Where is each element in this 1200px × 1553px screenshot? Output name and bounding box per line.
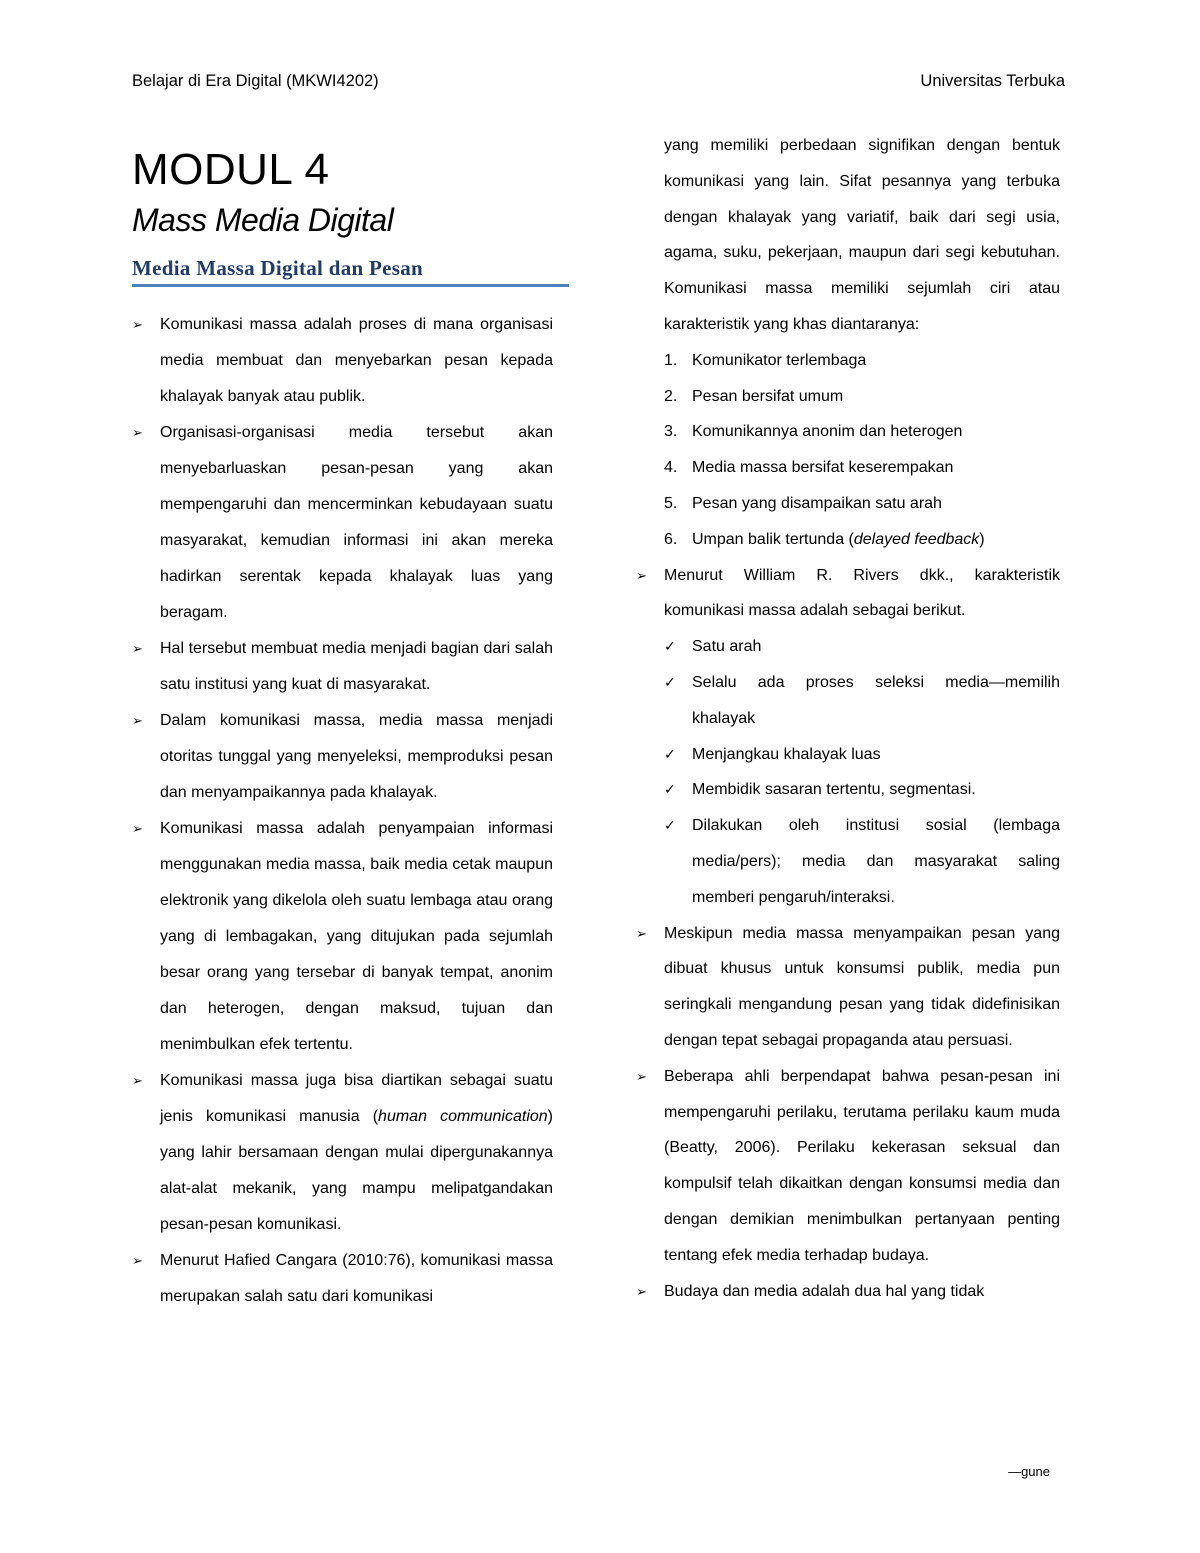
header-course-title: Belajar di Era Digital (MKWI4202) — [132, 72, 379, 90]
list-item — [636, 1274, 1060, 1310]
check-item — [664, 629, 1060, 665]
module-subtitle: Mass Media Digital — [132, 202, 394, 238]
list-item — [132, 703, 569, 811]
item-number: 4. — [664, 459, 678, 477]
list-item — [636, 916, 1060, 1059]
checkmark-icon: ✓ — [664, 673, 676, 690]
check-text: Membidik sasaran tertentu, segmentasi. — [692, 781, 976, 799]
checkmark-icon: ✓ — [664, 745, 676, 762]
arrow-bullet-icon: ➢ — [132, 713, 143, 728]
numbered-item — [664, 414, 1060, 450]
check-text: Satu arah — [692, 638, 762, 656]
section-heading: Media Massa Digital dan Pesan — [132, 256, 569, 287]
module-title: MODUL 4 — [132, 145, 330, 194]
check-text: Menjangkau khalayak luas — [692, 745, 881, 763]
item-text: Komunikator terlembaga — [692, 351, 867, 369]
item-text-close: ) — [979, 530, 985, 548]
numbered-item — [664, 522, 1060, 558]
item-text: Komunikannya anonim dan heterogen — [692, 423, 963, 441]
bullet-text: Beberapa ahli berpendapat bahwa pesan-pesan ini mempengaruhi perilaku, terutama perilaku kaum muda (Beatty, 2006). Perilaku kekerasan seksual dan kompulsif telah dikaitkan dengan konsumsi media dan dengan demikian menimbulkan pertanyaan penting tentang efek media terhadap budaya. — [664, 1067, 1060, 1264]
check-item — [664, 808, 1060, 915]
list-item — [636, 558, 1060, 916]
bullet-text: Menurut William R. Rivers dkk., karakteristik komunikasi massa adalah sebagai berikut. — [664, 566, 1060, 620]
item-number: 5. — [664, 494, 678, 512]
checkmark-icon: ✓ — [664, 817, 676, 834]
arrow-bullet-icon: ➢ — [132, 317, 143, 332]
checkmark-icon: ✓ — [664, 638, 676, 655]
header-university: Universitas Terbuka — [920, 72, 1065, 90]
item-number: 1. — [664, 351, 678, 369]
bullet-text: Budaya dan media adalah dua hal yang tidak — [664, 1282, 985, 1300]
checkmark-icon: ✓ — [664, 781, 676, 798]
list-item — [132, 1243, 569, 1315]
bullet-text: Meskipun media massa menyampaikan pesan yang dibuat khusus untuk konsumsi publik, media pun seringkali mengandung pesan yang tidak didefinisikan dengan tepat sebagai propaganda atau persuasi. — [664, 924, 1060, 1049]
continuation-text: yang memiliki perbedaan signifikan dengan bentuk komunikasi yang lain. Sifat pesannya yang terbuka dengan khalayak yang variatif, baik dari segi usia, agama, suku, pekerjaan, maupun dari segi kebutuhan. Komunikasi massa memiliki sejumlah ciri atau karakteristik yang khas diantaranya: — [664, 137, 1060, 333]
numbered-item — [664, 450, 1060, 486]
rivers-checklist — [664, 629, 1060, 915]
bullet-text-post: ) yang lahir bersamaan dengan mulai dipergunakannya alat-alat mekanik, yang mampu melipatgandakan pesan-pesan komunikasi. — [160, 1108, 553, 1233]
list-item — [132, 415, 569, 631]
arrow-bullet-icon: ➢ — [636, 925, 647, 941]
right-bullet-list — [636, 558, 1060, 1310]
check-text: Dilakukan oleh institusi sosial (lembaga media/pers); media dan masyarakat saling memberi pengaruh/interaksi. — [692, 817, 1060, 906]
characteristics-list — [636, 343, 1060, 558]
arrow-bullet-icon: ➢ — [636, 1068, 647, 1084]
bullet-text: Komunikasi massa adalah penyampaian informasi menggunakan media massa, baik media cetak maupun elektronik yang dikelola oleh suatu lembaga atau orang yang di lembagakan, yang ditujukan pada sejumlah besar orang yang tersebar di banyak tempat, anonim dan heterogen, dengan maksud, tujuan dan menimbulkan efek tertentu. — [160, 820, 553, 1053]
item-text: Media massa bersifat keserempakan — [692, 459, 954, 477]
bullet-text: Organisasi-organisasi media tersebut akan menyebarluaskan pesan-pesan yang akan mempengaruhi dan mencerminkan kebudayaan suatu masyarakat, kemudian informasi ini akan mereka hadirkan serentak kepada khalayak luas yang beragam. — [160, 424, 553, 621]
item-text: Pesan bersifat umum — [692, 387, 844, 405]
list-item — [132, 1063, 569, 1243]
item-text: Pesan yang disampaikan satu arah — [692, 494, 942, 512]
bullet-text-pre: Komunikasi massa juga bisa diartikan sebagai suatu jenis komunikasi manusia ( — [160, 1072, 553, 1125]
left-column — [132, 138, 569, 1315]
numbered-item — [664, 379, 1060, 415]
item-number: 3. — [664, 423, 678, 441]
check-item — [664, 737, 1060, 773]
item-number: 6. — [664, 530, 678, 548]
arrow-bullet-icon: ➢ — [132, 1073, 143, 1088]
list-item — [132, 631, 569, 703]
arrow-bullet-icon: ➢ — [132, 1253, 143, 1268]
list-item — [132, 811, 569, 1063]
bullet-text: Komunikasi massa adalah proses di mana organisasi media membuat dan menyebarkan pesan kepada khalayak banyak atau publik. — [160, 316, 553, 405]
arrow-bullet-icon: ➢ — [132, 641, 143, 656]
arrow-bullet-icon: ➢ — [132, 425, 143, 440]
check-item — [664, 772, 1060, 808]
bullet-text: Menurut Hafied Cangara (2010:76), komunikasi massa merupakan salah satu dari komunikasi — [160, 1252, 553, 1305]
bullet-text: Hal tersebut membuat media menjadi bagian dari salah satu institusi yang kuat di masyarakat. — [160, 640, 553, 693]
right-column — [636, 128, 1060, 1309]
numbered-item — [664, 486, 1060, 522]
list-item — [636, 1059, 1060, 1274]
check-item — [664, 665, 1060, 737]
arrow-bullet-icon: ➢ — [132, 821, 143, 836]
footer-signature: —gune — [1008, 1464, 1050, 1479]
bullet-text-italic: human communication — [378, 1108, 548, 1125]
item-text-italic: delayed feedback — [853, 530, 980, 548]
list-item — [132, 307, 569, 415]
item-text: Umpan balik tertunda ( — [692, 530, 854, 548]
item-number: 2. — [664, 387, 678, 405]
bullet-text: Dalam komunikasi massa, media massa menjadi otoritas tunggal yang menyeleksi, memproduksi pesan dan menyampaikannya pada khalayak. — [160, 712, 553, 801]
arrow-bullet-icon: ➢ — [636, 567, 647, 583]
check-text: Selalu ada proses seleksi media—memilih khalayak — [692, 673, 1060, 727]
left-bullet-list — [132, 307, 569, 1315]
arrow-bullet-icon: ➢ — [636, 1283, 647, 1299]
numbered-item — [664, 343, 1060, 379]
